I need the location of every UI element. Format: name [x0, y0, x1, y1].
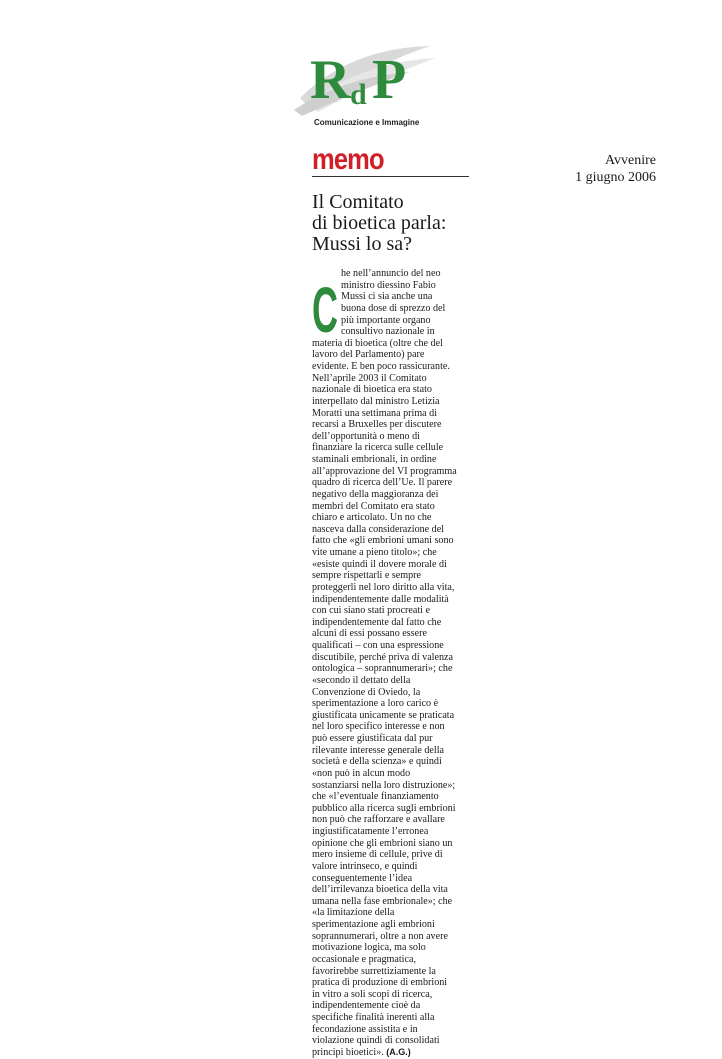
source-date: 1 giugno 2006: [575, 170, 656, 185]
article-line: «non può in alcun modo: [312, 767, 411, 779]
article-line: lavoro del Parlamento) pare: [312, 349, 425, 361]
article-line: specifiche finalità inerenti alla: [312, 1012, 435, 1023]
article-line: he nell’annuncio del neo: [341, 268, 441, 279]
article-line: ingiustificatamente l’erronea: [312, 826, 429, 837]
article-line: opinione che gli embrioni siano un: [312, 837, 453, 849]
article-line: che «l’eventuale finanziamento: [312, 791, 439, 803]
article-line: «la limitazione della: [312, 907, 395, 919]
article-line: chiaro e articolato. Un no che: [312, 512, 432, 524]
article-line: nazionale di bioetica era stato: [312, 384, 432, 396]
article-line: valore intrinseco, e quindi: [312, 860, 418, 872]
article-line: «secondo il dettato della: [312, 674, 411, 686]
article-line: fatto che «gli embrioni umani sono: [312, 535, 454, 547]
article-line: con cui siano stati procreati e: [312, 605, 430, 617]
article-line: staminali embrionali, in ordine: [312, 454, 437, 465]
article-line: all’approvazione del VI programma: [312, 465, 457, 477]
article-line: ontologica – soprannumerari»; che: [312, 663, 453, 675]
article-line: membri del Comitato era stato: [312, 500, 435, 512]
article-line: pratica di produzione di embrioni: [312, 977, 448, 989]
article-line: buona dose di sprezzo del: [341, 302, 446, 314]
article-line: umana nella fase embrionale»; che: [312, 895, 453, 907]
article-body: [312, 268, 480, 1059]
article-line: indipendentemente dalle modalità: [312, 593, 449, 605]
logo-tagline: Comunicazione e Immagine: [314, 118, 420, 127]
headline-line-3: Mussi lo sa?: [312, 233, 412, 255]
article-line: quadro di ricerca dell’Ue. Il parere: [312, 477, 453, 489]
article-line: fecondazione assistita e in: [312, 1023, 418, 1035]
source-info: [560, 152, 656, 186]
article-line: favorirebbe surrettiziamente la: [312, 965, 436, 977]
article-line: ministro diessino Fabio: [341, 279, 436, 291]
article-line: consultivo nazionale in: [341, 326, 435, 338]
drop-cap: [312, 270, 338, 346]
article-line: alcuni di essi possano essere: [312, 628, 427, 640]
article-line: motivazione logica, ma solo: [312, 942, 426, 954]
source-publication: Avvenire: [604, 153, 656, 168]
article-line: vite umane a pieno titolo»; che: [312, 547, 437, 558]
drop-cap-letter: C: [312, 274, 338, 346]
article-line: nel loro specifico interesse e non: [312, 721, 445, 733]
logo-letter-r: R: [310, 49, 351, 111]
article-line: violazione quindi di consolidati: [312, 1035, 440, 1047]
article-line: sempre rispettarli e sempre: [312, 570, 422, 582]
article-line: soprannumerari, oltre a non avere: [312, 930, 448, 942]
article-line: Convenzione di Oviedo, la: [312, 686, 421, 698]
article-line: Nell’aprile 2003 il Comitato: [312, 372, 427, 384]
logo-letter-d: d: [350, 78, 367, 111]
article-line: proteggerli nel loro diritto alla vita,: [312, 581, 455, 593]
article-line: nasceva dalla considerazione del: [312, 523, 444, 535]
article-line: pubblico alla ricerca sugli embrioni: [312, 802, 456, 814]
article-line: indipendentemente cioè da: [312, 1000, 421, 1012]
article-line: «esiste quindi il dovere morale di: [312, 558, 447, 570]
article-line: Mussi ci sia anche una: [341, 291, 433, 303]
article-line: società e della scienza» e quindi: [312, 756, 442, 768]
article-line: indipendentemente dal fatto che: [312, 616, 442, 628]
article-text: [312, 268, 480, 1059]
article-line: mero insieme di cellule, prive di: [312, 849, 443, 861]
article-line: evidente. E ben poco rassicurante.: [312, 361, 450, 372]
article-line: Moratti una settimana prima di: [312, 407, 438, 419]
article-line: recarsi a Bruxelles per discutere: [312, 419, 442, 431]
section-rule: [312, 176, 469, 177]
article-signature: (A.G.): [386, 1046, 411, 1057]
headline-line-1: Il Comitato: [312, 191, 404, 213]
article-line: discutibile, perché priva di valenza: [312, 651, 453, 663]
article-line: finanziare la ricerca sulle cellule: [312, 442, 444, 454]
article-line: sperimentazione a loro carico è: [312, 698, 439, 710]
article-line: negativo della maggioranza dei: [312, 488, 439, 500]
rdp-logo: [290, 38, 440, 128]
article-line: giustificata unicamente se praticata: [312, 709, 455, 721]
article-line: conseguentemente l’idea: [312, 872, 413, 884]
article-line: può essere giustificata dal pur: [312, 733, 433, 744]
section-label: memo: [312, 143, 384, 176]
article-line: sostanziarsi nella loro distruzione»;: [312, 779, 456, 791]
article-line: materia di bioetica (oltre che del: [312, 337, 443, 349]
article-line: sperimentazione agli embrioni: [312, 919, 435, 930]
article-line: principi bioetici».: [312, 1046, 384, 1058]
article-line: in vitro a soli scopi di ricerca,: [312, 988, 433, 1000]
article-line: più importante organo: [341, 314, 431, 326]
article-line: dell’irrilevanza bioetica della vita: [312, 884, 448, 896]
article-line: rilevante interesse generale della: [312, 744, 444, 756]
headline-line-2: di bioetica parla:: [312, 212, 447, 234]
logo-letter-p: P: [372, 49, 407, 111]
article-line: non può che rafforzare e avallare: [312, 814, 445, 826]
article-line: qualificati – con una espressione: [312, 640, 444, 651]
article-line: dell’opportunità o meno di: [312, 430, 420, 442]
article-line: interpellato dal ministro Letizia: [312, 395, 440, 407]
article-line: occasionale e pragmatica,: [312, 953, 416, 965]
article-headline: [312, 192, 482, 255]
